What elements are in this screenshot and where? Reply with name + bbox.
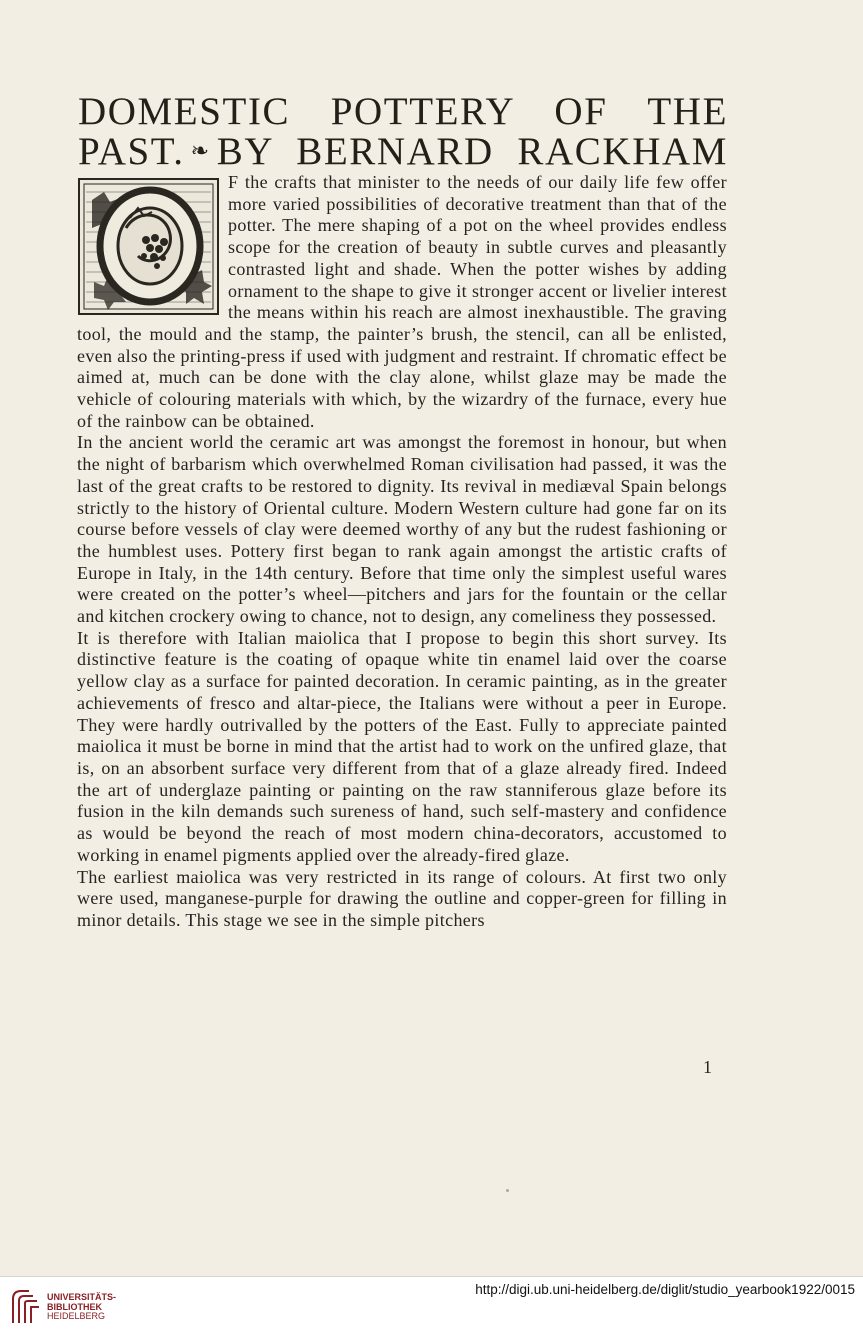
title-line-2-end: BY BERNARD RACKHAM (216, 130, 728, 173)
title-line-1: DOMESTIC POTTERY OF THE (78, 90, 728, 133)
paragraph-2: In the ancient world the ceramic art was amongst the foremost in honour, but when the night of barbarism which overwhelmed Roman civilisation had passed, it was the last of the great crafts to be restored to dignity. Its revival in mediæval Spain belongs strictly to the history of Oriental culture. Modern Western culture had gone far on its course before vessels of clay were deemed worthy of any but the rudest fashioning or the humblest uses. Pottery first began to rank again amongst the artistic crafts of Europe in Italy, in the 14th century. Before that time only the simplest useful wares were created on the potter’s wheel—pitchers and jars for the fountain or the cellar and kitchen crockery owing to chance, not to design, any comeliness they possessed. (77, 432, 727, 627)
leaf-ornament-icon: ❧ (190, 138, 211, 163)
paper-speck (506, 1189, 509, 1192)
library-line-2: BIBLIOTHEK (47, 1301, 102, 1312)
viewer-footer (0, 1276, 863, 1335)
university-library-logo-icon[interactable] (9, 1287, 41, 1325)
paragraph-4: The earliest maiolica was very restricted in its range of colours. At first two only were used, manganese-purple for drawing the outline and copper-green for filling in minor details. This stage we see in the simple pitchers (77, 866, 727, 930)
article-title (78, 92, 728, 171)
title-line-2 (78, 131, 728, 171)
library-line-1: UNIVERSITÄTS- (47, 1292, 117, 1302)
initial-spacer (77, 172, 228, 322)
library-line-3: HEIDELBERG (47, 1311, 106, 1321)
title-line-2-start: PAST. (78, 130, 185, 173)
paragraph-3: It is therefore with Italian maiolica that I propose to begin this short survey. Its distinctive feature is the coating of opaque white tin enamel laid over the coarse yellow clay as a surface for painted decoration. In ceramic painting, as in the greater achievements of fresco and altar-piece, the Italians were without a peer in Europe. They were hardly outrivalled by the potters of the East. Fully to appreciate painted maiolica it must be borne in mind that the artist had to work on the unfired glaze, that is, on an absorbent surface very different from that of a glaze already fired. Indeed the art of underglaze painting or painting on the raw stanniferous glaze before its fusion in the kiln demands such sureness of hand, such self-mastery and confidence as would be beyond the reach of most modern china-decorators, accustomed to working in enamel pigments applied over the already-fired glaze. (77, 627, 727, 865)
article-body (77, 172, 727, 932)
page-number: 1 (703, 1057, 712, 1077)
library-name[interactable] (47, 1293, 116, 1322)
source-url-link[interactable]: http://digi.ub.uni-heidelberg.de/diglit/studio_yearbook1922/0015 (475, 1282, 855, 1297)
paragraph-1: F the crafts that minister to the needs of our daily life few offer more varied possibilities of decorative treatment than that of the potter. The mere shaping of a pot on the wheel provides endless scope for the creation of beauty in subtle curves and pleasantly contrasted light and shade. When the potter wishes by adding ornament to the shape to give it stronger accent or livelier interest the means within his reach are almost inexhaustible. The graving tool, the mould and the stamp, the painter’s brush, the stencil, can all be enlisted, even also the printing-press if used with judgment and restraint. If chromatic effect be aimed at, much can be done with the clay alone, whilst glaze may be made the vehicle of colouring materials with which, by the wizardry of the furnace, every hue of the rainbow can be obtained. (77, 172, 727, 431)
